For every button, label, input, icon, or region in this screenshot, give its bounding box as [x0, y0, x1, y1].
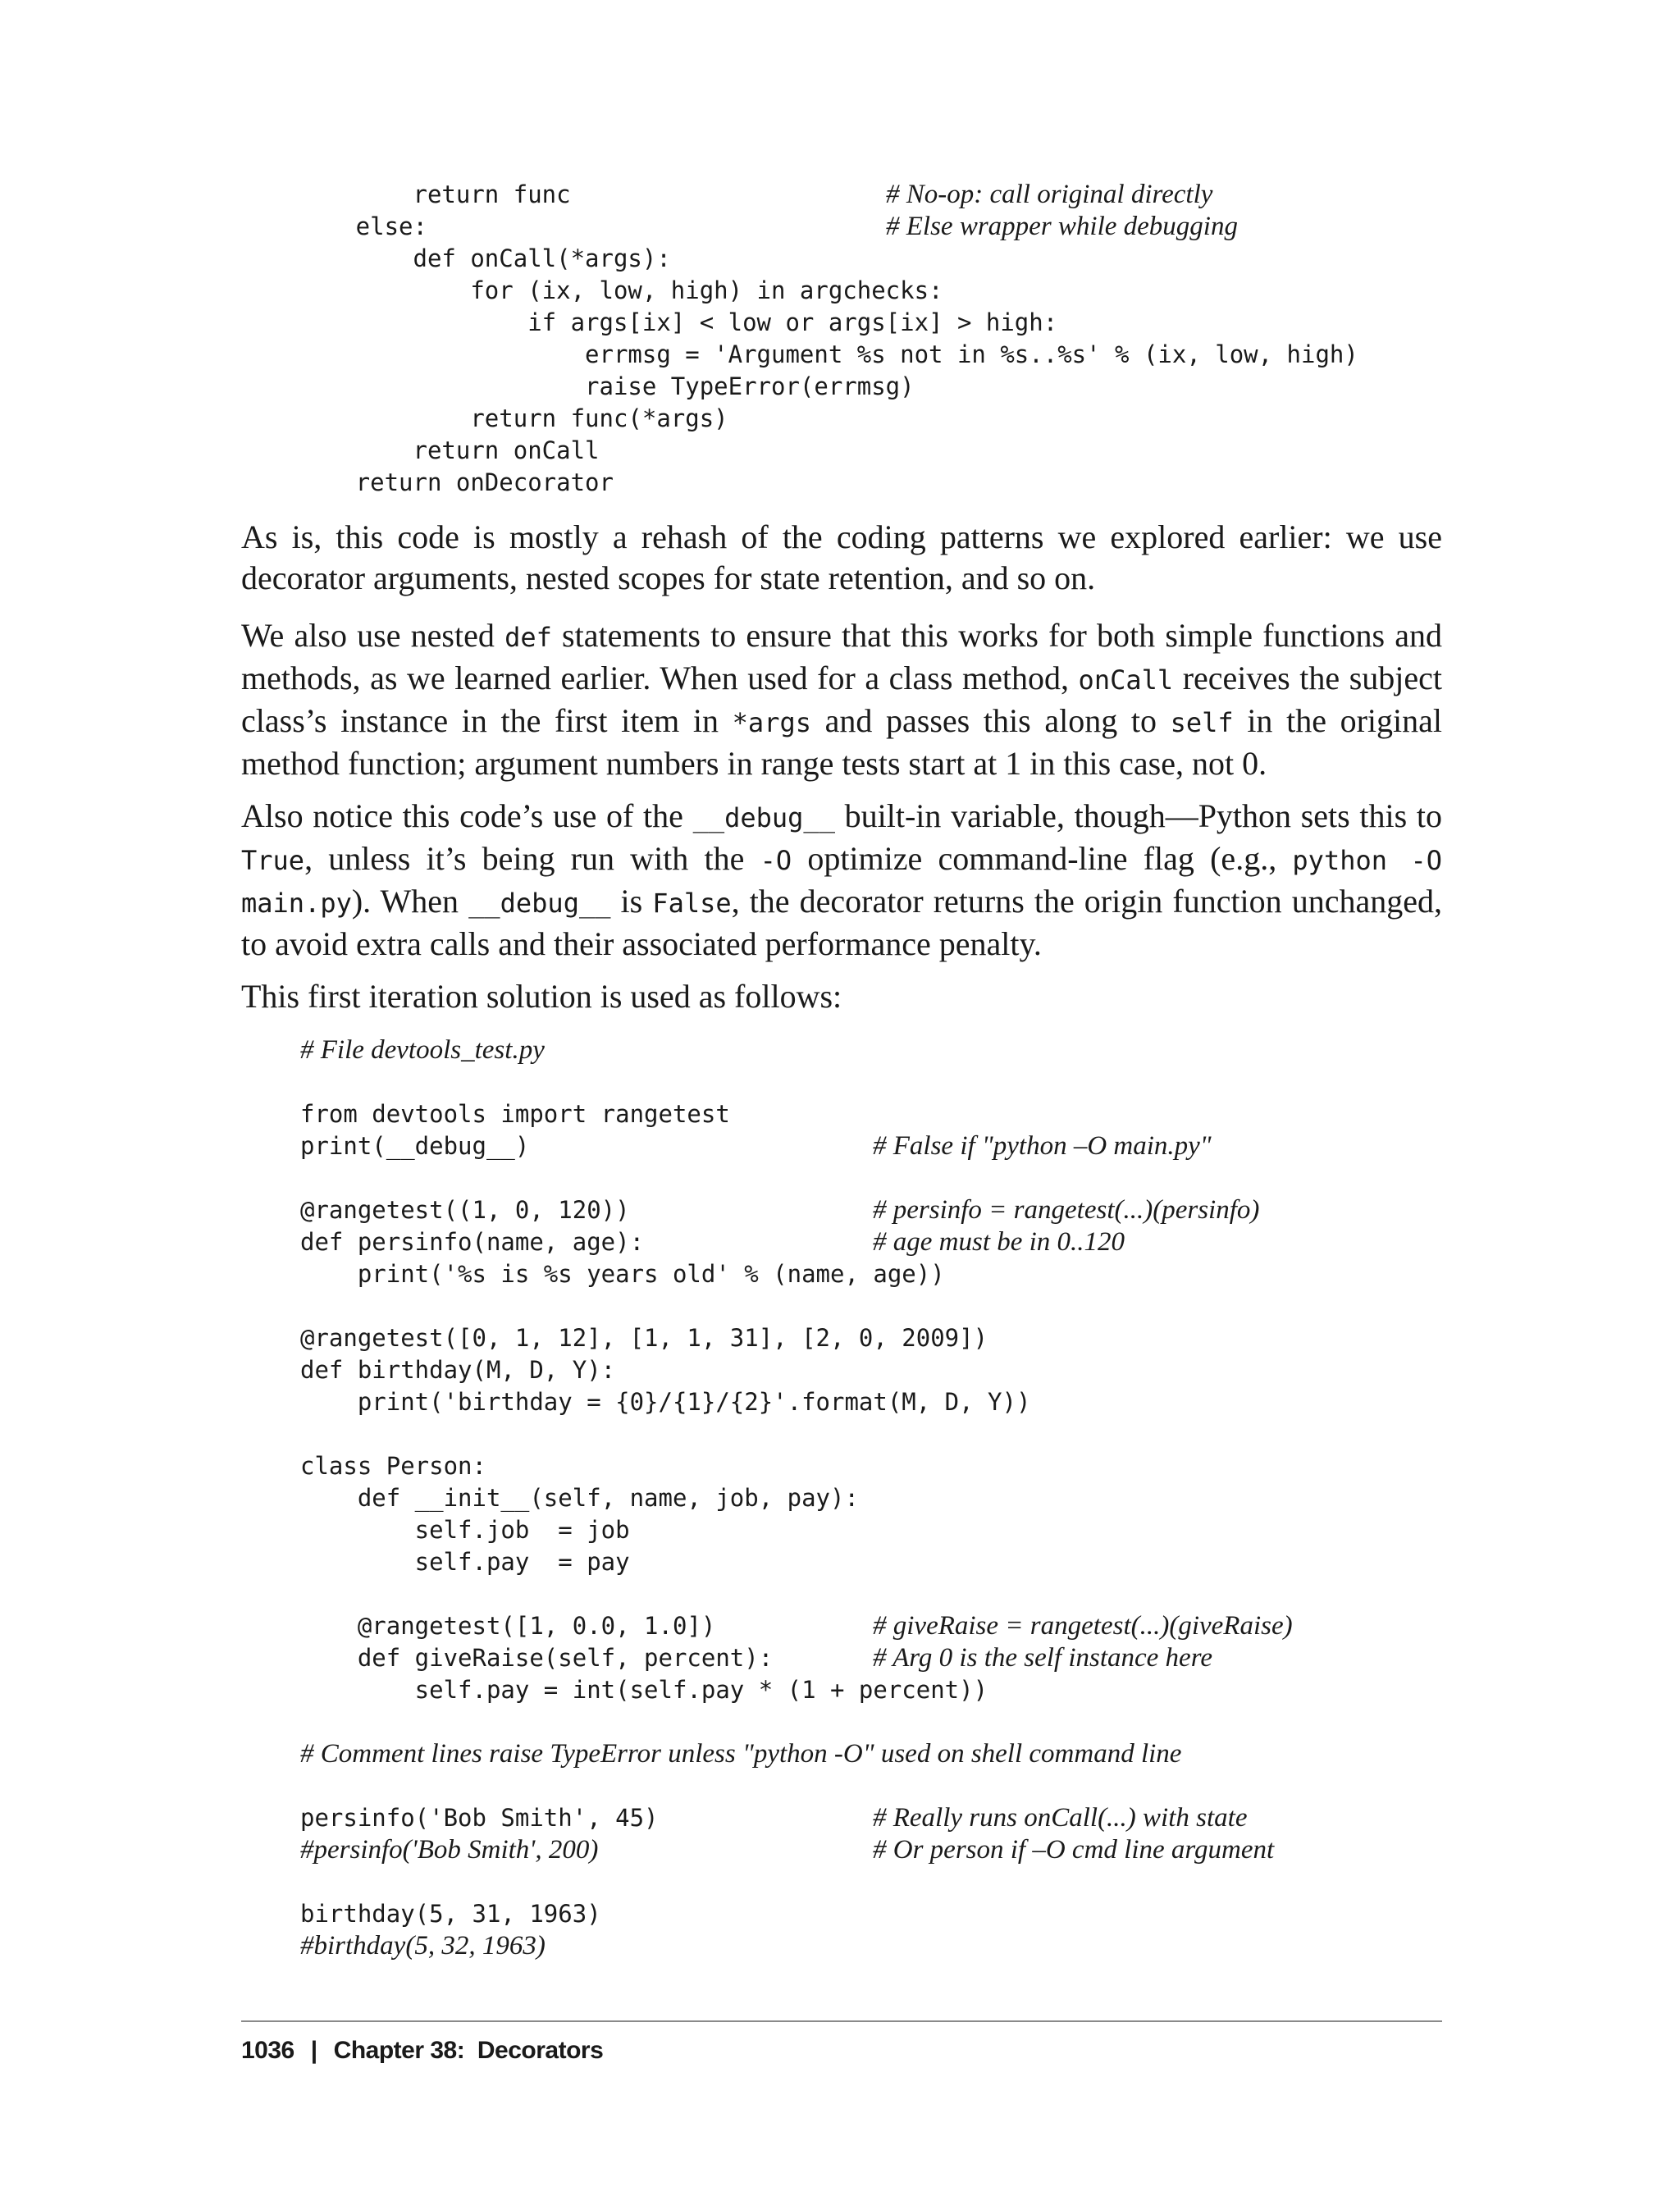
code-text: for (ix, low, high) in argchecks: [241, 276, 943, 304]
inline-code: *args [732, 707, 811, 738]
text-run: ). When [351, 883, 469, 920]
code-line [0, 1098, 1680, 1130]
footer-separator: | [310, 2037, 317, 2064]
code-text: print('birthday = {0}/{1}/{2}'.format(M, D, Y)) [300, 1388, 1031, 1416]
paragraph-rehash: As is, this code is mostly a rehash of the coding patterns we explored earlier: we use decorator arguments, nested scopes for state retention, and so on. [241, 518, 1442, 596]
code-line [0, 1770, 1680, 1802]
code-comment: # age must be in 0..120 [873, 1227, 1125, 1257]
paragraph-nested-def [241, 615, 1442, 784]
code-line [0, 1674, 1680, 1706]
text-run: receives the subject class’s instance in the first item in [241, 660, 1443, 739]
code-line [0, 1802, 1680, 1834]
code-line [0, 275, 1680, 307]
code-line [0, 1706, 1680, 1738]
code-line [0, 179, 1680, 211]
footer-rule [241, 2020, 1442, 2022]
page-number: 1036 [241, 2037, 294, 2064]
code-comment: #birthday(5, 32, 1963) [300, 1931, 546, 1961]
code-line [0, 1066, 1680, 1098]
code-line [0, 1642, 1680, 1674]
code-comment: # False if "python –O main.py" [873, 1131, 1212, 1161]
code-line [0, 307, 1680, 339]
code-line [0, 1258, 1680, 1290]
code-text: def birthday(M, D, Y): [300, 1356, 616, 1384]
code-line [0, 1514, 1680, 1546]
inline-code: self [1170, 707, 1234, 738]
inline-code: python -O main.py [241, 845, 1443, 919]
code-line [0, 403, 1680, 435]
code-comment: # No-op: call original directly [886, 180, 1213, 209]
code-text: def __init__(self, name, job, pay): [300, 1484, 859, 1512]
code-comment: # Arg 0 is the self instance here [873, 1643, 1212, 1673]
page-footer [241, 2037, 603, 2065]
code-text: return onDecorator [241, 468, 614, 496]
inline-code: def [504, 622, 552, 653]
code-text: else: [241, 212, 427, 240]
code-line [0, 1322, 1680, 1354]
code-line [0, 467, 1680, 499]
code-comment: # Comment lines raise TypeError unless "python -O" used on shell command line [300, 1739, 1182, 1769]
code-line [0, 435, 1680, 467]
code-line [0, 1546, 1680, 1578]
text-run: built-in variable, though—Python sets this to [834, 797, 1442, 834]
code-line [0, 243, 1680, 275]
code-text: birthday(5, 31, 1963) [300, 1900, 601, 1928]
code-line [0, 1578, 1680, 1610]
inline-code: onCall [1078, 664, 1174, 696]
code-text: return func(*args) [241, 404, 728, 432]
code-line [0, 1130, 1680, 1162]
code-line [0, 1482, 1680, 1514]
text-run: and passes this along to [810, 702, 1171, 739]
code-comment: # File devtools_test.py [300, 1035, 545, 1065]
code-text: self.pay = int(self.pay * (1 + percent)) [300, 1676, 988, 1704]
code-text: return onCall [241, 436, 600, 464]
text-run: , unless it’s being run with the [304, 840, 760, 877]
code-text: print('%s is %s years old' % (name, age)) [300, 1260, 945, 1288]
code-comment: # Else wrapper while debugging [886, 212, 1238, 241]
code-text: from devtools import rangetest [300, 1100, 730, 1128]
code-listing-example [0, 1034, 1680, 1962]
code-line [0, 1738, 1680, 1770]
code-line [0, 1290, 1680, 1322]
code-text: def giveRaise(self, percent): [300, 1644, 774, 1672]
text-run: in the original method function; argument numbers in range tests start at 1 in this case, not 0. [241, 702, 1443, 782]
inline-code: -O [760, 845, 792, 876]
code-line [0, 1450, 1680, 1482]
code-comment: #persinfo('Bob Smith', 200) [300, 1835, 599, 1865]
code-line [0, 1226, 1680, 1258]
text-run: optimize command-line flag (e.g., [792, 840, 1293, 877]
inline-code: __debug__ [468, 888, 611, 919]
code-text: def persinfo(name, age): [300, 1228, 645, 1256]
code-line [0, 1194, 1680, 1226]
paragraph-usage-intro: This first iteration solution is used as follows: [241, 978, 842, 1015]
code-text: def onCall(*args): [241, 244, 671, 272]
code-text: errmsg = 'Argument %s not in %s..%s' % (ix, low, high) [241, 340, 1358, 368]
code-listing-top [0, 179, 1680, 499]
code-text: print(__debug__) [300, 1132, 530, 1160]
code-line [0, 1898, 1680, 1930]
text-run: We also use nested [241, 617, 505, 654]
code-text: raise TypeError(errmsg) [241, 372, 915, 400]
code-comment: # Really runs onCall(...) with state [873, 1803, 1248, 1833]
code-line [0, 211, 1680, 243]
code-comment: # giveRaise = rangetest(...)(giveRaise) [873, 1611, 1293, 1641]
code-line [0, 1610, 1680, 1642]
code-comment: # persinfo = rangetest(...)(persinfo) [873, 1195, 1260, 1225]
code-text: if args[ix] < low or args[ix] > high: [241, 308, 1058, 336]
paragraph-debug-variable [241, 796, 1442, 965]
code-line [0, 1354, 1680, 1386]
text-run: is [610, 883, 653, 920]
code-text: persinfo('Bob Smith', 45) [300, 1804, 659, 1832]
code-line [0, 1162, 1680, 1194]
code-text: @rangetest((1, 0, 120)) [300, 1196, 630, 1224]
text-run: statements to ensure that this works for both simple functions and methods, as we learned earlier. When used for a class method, [241, 617, 1443, 696]
text-run: , the decorator returns the origin function unchanged, to avoid extra calls and their associated performance penalty. [241, 883, 1442, 962]
inline-code: __debug__ [692, 802, 835, 833]
code-text: @rangetest([1, 0.0, 1.0]) [300, 1612, 716, 1640]
code-line [0, 1834, 1680, 1866]
code-text: self.pay = pay [300, 1548, 630, 1576]
code-line [0, 1386, 1680, 1418]
code-line [0, 371, 1680, 403]
code-text: @rangetest([0, 1, 12], [1, 1, 31], [2, 0, 2009]) [300, 1324, 988, 1352]
code-line [0, 1930, 1680, 1962]
code-line [0, 339, 1680, 371]
code-comment: # Or person if –O cmd line argument [873, 1835, 1275, 1865]
code-text: self.job = job [300, 1516, 630, 1544]
code-line [0, 1418, 1680, 1450]
code-text: class Person: [300, 1452, 486, 1480]
text-run: Also notice this code’s use of the [241, 797, 693, 834]
chapter-title: Chapter 38: Decorators [333, 2037, 604, 2064]
inline-code: True [241, 845, 305, 876]
code-text: return func [241, 180, 571, 208]
code-line [0, 1034, 1680, 1066]
code-line [0, 1866, 1680, 1898]
inline-code: False [652, 888, 732, 919]
